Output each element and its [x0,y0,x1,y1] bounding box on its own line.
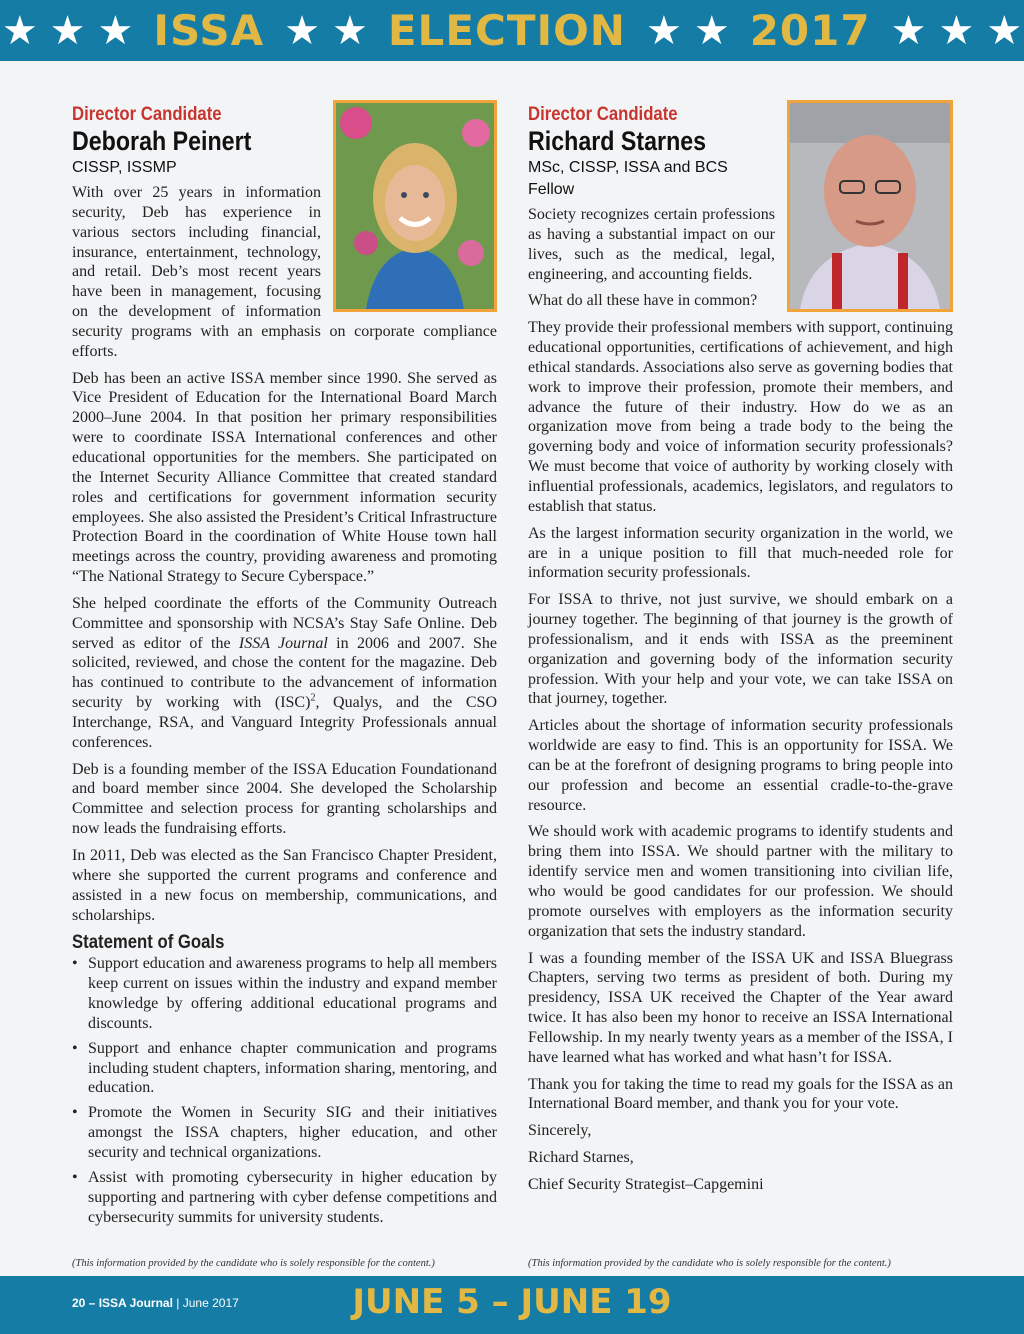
statement-paragraph: Society recognizes certain professions as having a substantial impact on our lives, such as the medical, legal, engineering, and accounting fields. [528,206,775,283]
statement-paragraph: Thank you for taking the time to read my goals for the ISSA as an International Board member, and thank you for your vote. [528,1075,953,1113]
candidate-name: Richard Starnes [528,126,707,156]
superscript: 2 [310,692,316,704]
statement-paragraph: As the largest information security organization in the world, we are in a unique position to fill that much-needed role for information security professionals. [528,524,953,582]
banner-word-issa: ISSA [153,6,265,55]
candidate-name: Deborah Peinert [72,126,252,156]
star-icon: ★ [284,7,320,54]
star-icon: ★ [693,7,730,54]
star-icon: ★ [97,7,134,54]
footer-bar [0,1276,1024,1334]
candidate-credentials: MSc, CISSP, ISSA and BCS Fellow [528,159,728,198]
signature-title: Chief Security Strategist–Capgemini [528,1175,764,1193]
bio-text: She helped coordinate the efforts of the Community Outreach Committee and sponsorship with NCSA’s Stay Safe Online. Deb served as editor of the [72,594,497,652]
disclaimer-left: (This information provided by the candidate who is solely responsible for the content.) [72,1258,435,1269]
star-icon: ★ [1,7,38,54]
bullet-icon: • [72,955,78,973]
candidate-column-starnes [528,104,953,1202]
election-dates: JUNE 5 – JUNE 19 [352,1282,672,1322]
bio-paragraph: Deb has been an active ISSA member since 1990. She served as Vice President of Education for the International Board March 2000–June 2004. In that position her primary responsibilities were to coordinate ISSA International conferences and other educational opportunities for the members. She participated on the Internet Security Alliance Committee that created standard roles and certifications for government information security employees. She also assisted the President’s Critical Infrastructure Protection Board in the coordination of White House town hall meetings across the country, providing awareness and promoting “The National Strategy to Secure Cyberspace.” [72,369,497,586]
candidate-role-label: Director Candidate [528,104,678,125]
bio-paragraph: With over 25 years in information security, Deb has experience in various sectors including financial, insurance, entertainment, technology, and retail. Deb’s most recent years have been in management, focusing on the development of information security programs with an emphasis on corporate compliance efforts. [72,184,497,360]
statement-paragraph: We should work with academic programs to identify students and bring them into ISSA. We should partner with the military to identify service men and women transitioning into civilian life, who would be good candidates for our profession. We should promote ourselves with employers as the information security organization that sets the industry standard. [528,823,953,940]
star-icon: ★ [890,7,927,54]
statement-paragraph: What do all these have in common? [528,292,758,310]
bio-paragraph: Deb is a founding member of the ISSA Education Foundationand and board member since 2004. She developed the Scholarship Committee and selection process for granting scholarships and now leads the fundraising efforts. [72,760,497,838]
goals-heading: Statement of Goals [72,932,225,954]
goals-list [72,954,497,1227]
star-icon: ★ [645,7,682,54]
star-icon: ★ [332,7,368,54]
closing-salutation: Sincerely, [528,1122,592,1140]
issue-date: June 2017 [182,1296,239,1310]
star-icon: ★ [938,7,975,54]
statement-paragraph: I was a founding member of the ISSA UK and ISSA Bluegrass Chapters, serving two terms as president of both. During my presidency, ISSA UK received the Chapter of the Year award twice. It has also been my honor to receive an ISSA International Fellowship. In my nearly twenty years as a member of the ISSA, I have learned what has worked and what hasn’t for ISSA. [528,949,953,1066]
page-number-journal: 20 – ISSA Journal [72,1296,173,1310]
goal-text: Support education and awareness programs to help all members keep current on issues within the industry and expand member knowledge by offering additional educational programs and discounts. [88,955,497,1032]
star-icon: ★ [986,7,1023,54]
statement-paragraph: Articles about the shortage of information security professionals worldwide are easy to find. This is an opportunity for ISSA. We can be at the forefront of designing programs to bring people into our profession and become an essential cradle-to-the-grave resource. [528,717,953,814]
bullet-icon: • [72,1168,78,1186]
goal-text: Assist with promoting cybersecurity in higher education by supporting and partnering with cyber defense competitions and cybersecurity summits for university students. [88,1168,497,1226]
statement-paragraph: For ISSA to thrive, not just survive, we should embark on a journey together. The beginning of that journey is the growth of professionalism, and it ends with ISSA as the preeminent organization and governing body of the information security profession. With your help and your vote, we can take ISSA on that journey, together. [528,591,953,708]
bullet-icon: • [72,1039,78,1057]
goal-item [72,1103,497,1163]
journal-title: ISSA Journal [238,634,328,652]
banner-word-election: ELECTION [387,6,626,55]
banner-word-year: 2017 [749,6,871,55]
statement-paragraph: They provide their professional members with support, continuing educational opportunities, certifications of achievement, and high ethical standards. Associations also serve as governing bodies that work to improve their profession, promote their members, and advance the future of their industry. How do we as an organization move from being a trade body to the being the governing body and voice of information security professionals? We must become that voice of authority by working closely with influential professionals, academics, legislators, and regulators to establish that status. [528,319,953,515]
goal-text: Support and enhance chapter communication and programs including student chapters, information sharing, mentoring, and education. [88,1039,497,1097]
goal-item [72,1168,497,1228]
bio-text: , Qualys, and the CSO Interchange, RSA, and Vanguard Integrity Professionals annual conferences. [72,694,497,751]
disclaimer-right: (This information provided by the candidate who is solely responsible for the content.) [528,1258,891,1269]
goal-text: Promote the Women in Security SIG and their initiatives amongst the ISSA chapters, higher education, and other security and technical organizations. [88,1104,497,1161]
election-banner [0,0,1024,61]
candidate-column-peinert [72,104,497,1232]
signature-name: Richard Starnes, [528,1149,634,1167]
banner-line [2,6,1022,55]
candidate-role-label: Director Candidate [72,104,222,125]
bio-paragraph: In 2011, Deb was elected as the San Francisco Chapter President, where she supported the current programs and conference and assisted in a new focus on membership, communications, and scholarships. [72,847,497,924]
goal-item [72,954,497,1033]
goal-item [72,1039,497,1099]
star-icon: ★ [49,7,86,54]
bio-text: in 2006 and 2007. She solicited, reviewed, and chose the content for the magazine. Deb has continued to contribute to the advancement of information security by working with (ISC) [72,634,498,712]
folio-separator: | [172,1296,183,1310]
bullet-icon: • [72,1104,78,1122]
bio-paragraph [72,594,497,753]
candidate-credentials: CISSP, ISSMP [72,159,177,176]
